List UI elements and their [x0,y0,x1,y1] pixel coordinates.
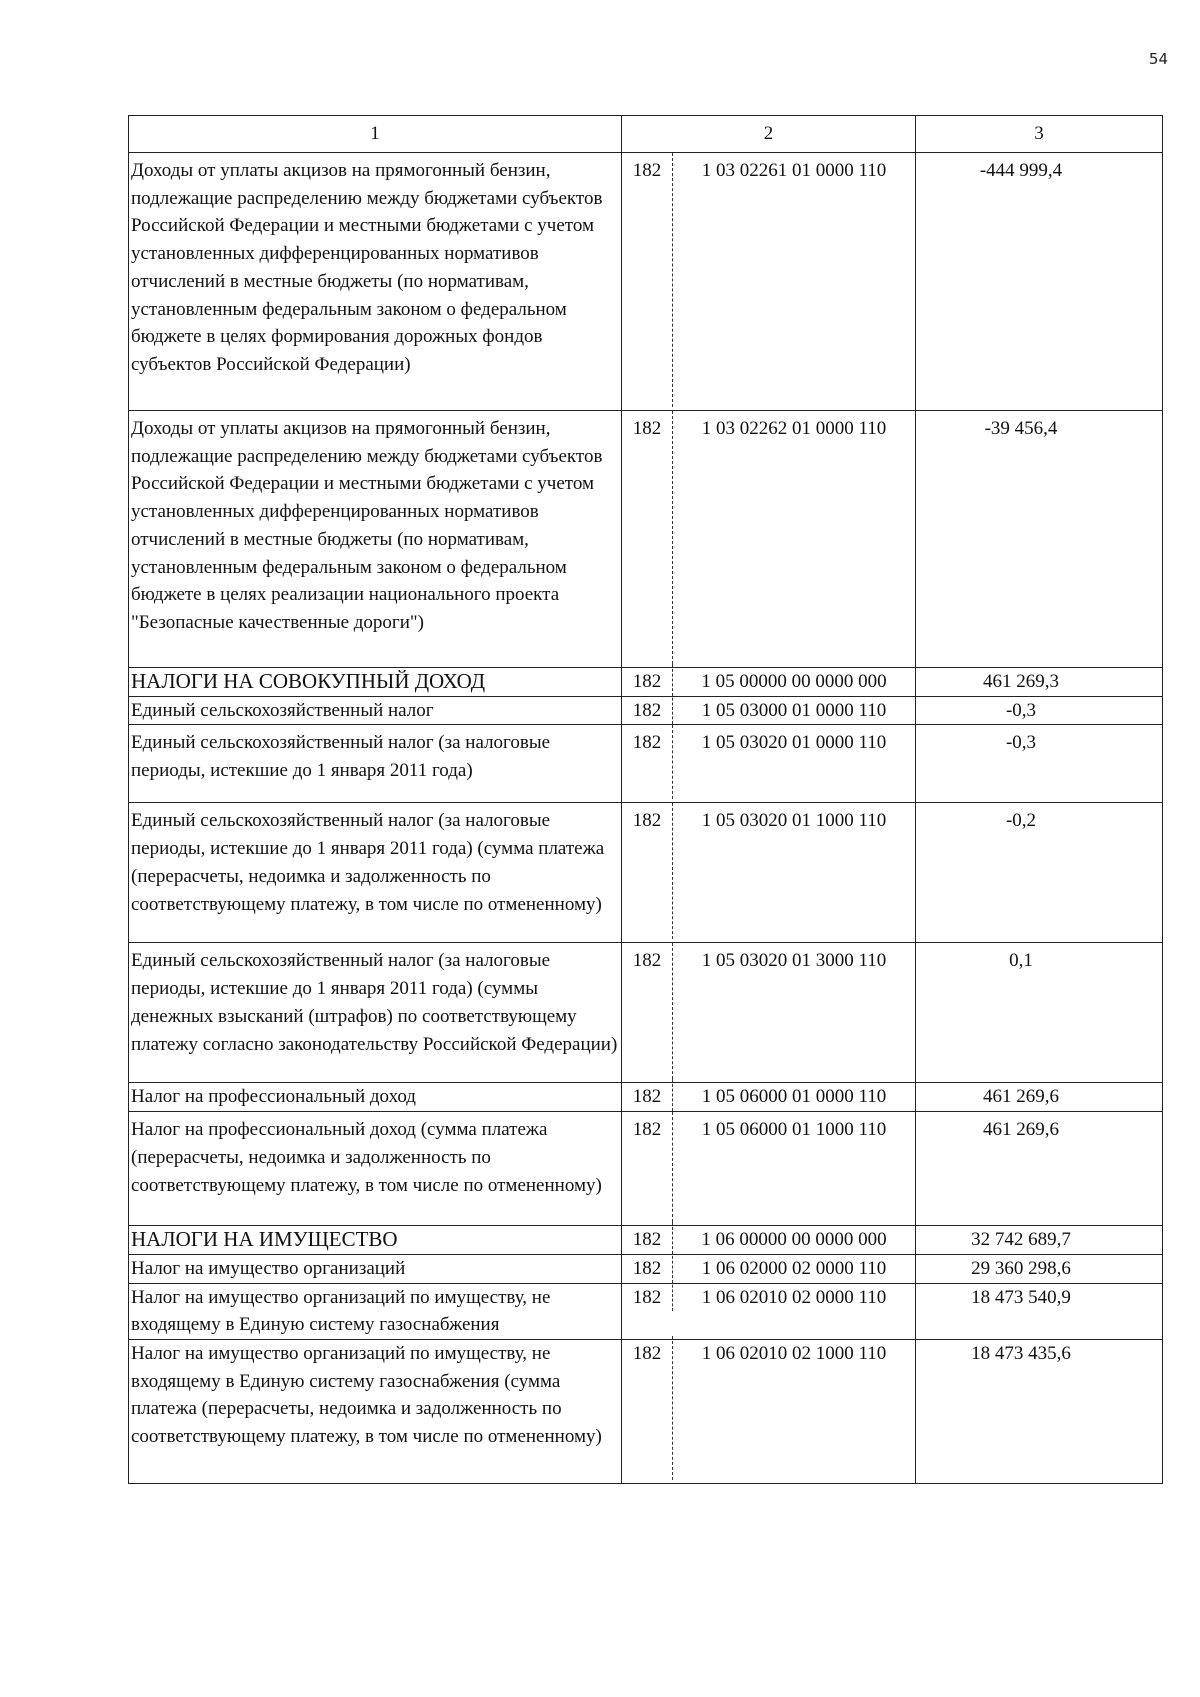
row-description: Единый сельскохозяйственный налог (за налоговые периоды, истекшие до 1 января 2011 года) (сумма платежа (перерасчеты, недоимка и задолженность по соответствующему платежу, в том числе по отмененному) [129,803,622,943]
column-header-3: 3 [916,116,1163,153]
row-description: Единый сельскохозяйственный налог (за налоговые периоды, истекшие до 1 января 2011 года) (суммы денежных взысканий (штрафов) по соответствующему платежу согласно законодательству Российской Федерации) [129,943,622,1083]
table-row [129,943,1163,1083]
amount: -0,2 [916,803,1163,943]
amount: 32 742 689,7 [916,1226,1163,1255]
row-description: Единый сельскохозяйственный налог [129,696,622,725]
budget-classification-code: 1 05 03020 01 3000 110 [672,943,915,1079]
table-row [129,1339,1163,1483]
budget-classification-code: 1 05 06000 01 0000 110 [672,1079,915,1111]
table-row [129,803,1163,943]
budget-classification-code: 1 05 03020 01 1000 110 [672,803,915,939]
budget-classification-code: 1 05 06000 01 1000 110 [672,1112,915,1222]
amount: 0,1 [916,943,1163,1083]
amount: 461 269,6 [916,1112,1163,1226]
page-number: 54 [1148,50,1168,68]
row-description: Единый сельскохозяйственный налог (за налоговые периоды, истекшие до 1 января 2011 года) [129,725,622,803]
budget-classification-code: 1 03 02262 01 0000 110 [672,411,915,664]
amount: -39 456,4 [916,411,1163,668]
amount: 18 473 540,9 [916,1283,1163,1339]
column-header-2: 2 [622,116,916,153]
row-description: Налог на профессиональный доход (сумма платежа (перерасчеты, недоимка и задолженность по соответствующему платежу, в том числе по отмененному) [129,1112,622,1226]
admin-code: 182 [632,418,662,439]
table-row [129,411,1163,668]
budget-classification-code: 1 06 02000 02 0000 110 [672,1251,915,1283]
budget-classification-code: 1 06 02010 02 0000 110 [672,1280,915,1312]
amount: 18 473 435,6 [916,1339,1163,1483]
column-header-1: 1 [129,116,622,153]
admin-code: 182 [632,1342,662,1364]
row-description: Доходы от уплаты акцизов на прямогонный бензин, подлежащие распределению между бюджетами субъектов Российской Федерации и местными бюджетами с учетом установленных дифференцированных нормативов отчислений в местные бюджеты (по нормативам, установленным федеральным законом о федеральном бюджете в целях формирования дорожных фондов субъектов Российской Федерации) [129,153,622,411]
table-row [129,696,1163,725]
budget-classification-code: 1 06 02010 02 1000 110 [672,1336,915,1480]
budget-classification-code: 1 05 03000 01 0000 110 [672,693,915,725]
admin-code: 182 [632,1229,662,1251]
admin-code: 182 [632,160,662,181]
amount: -444 999,4 [916,153,1163,411]
admin-code: 182 [632,1086,662,1108]
amount: 461 269,6 [916,1083,1163,1112]
row-description: Налог на имущество организаций по имуществу, не входящему в Единую систему газоснабжения [129,1283,622,1339]
table-row [129,1283,1163,1339]
amount: 29 360 298,6 [916,1254,1163,1283]
admin-code: 182 [632,810,662,832]
admin-code: 182 [632,1286,662,1308]
table-row [129,1083,1163,1112]
budget-revenue-table [128,115,1163,1484]
amount: -0,3 [916,696,1163,725]
amount: -0,3 [916,725,1163,803]
table-row [129,1226,1163,1255]
row-description: Налог на имущество организаций по имуществу, не входящему в Единую систему газоснабжения (сумма платежа (перерасчеты, недоимка и задолженность по соответствующему платежу, в том числе по отмененному) [129,1339,622,1483]
admin-code: 182 [632,1119,662,1141]
table-row [129,153,1163,411]
admin-code: 182 [632,699,662,721]
budget-classification-code: 1 05 00000 00 0000 000 [672,664,915,696]
admin-code: 182 [632,732,662,754]
table-row [129,1254,1163,1283]
amount: 461 269,3 [916,668,1163,697]
budget-classification-code: 1 05 03020 01 0000 110 [672,725,915,799]
table-header-row [129,116,1163,153]
budget-classification-code: 1 06 00000 00 0000 000 [672,1222,915,1254]
row-description: Налог на имущество организаций [129,1254,622,1283]
row-description: Налог на профессиональный доход [129,1083,622,1112]
row-description: Доходы от уплаты акцизов на прямогонный бензин, подлежащие распределению между бюджетами субъектов Российской Федерации и местными бюджетами с учетом установленных дифференцированных нормативов отчислений в местные бюджеты (по нормативам, установленным федеральным законом о федеральном бюджете в целях реализации национального проекта "Безопасные качественные дороги") [129,411,622,668]
admin-code: 182 [632,1257,662,1279]
budget-classification-code: 1 03 02261 01 0000 110 [672,153,915,407]
table-row [129,1112,1163,1226]
row-description: НАЛОГИ НА СОВОКУПНЫЙ ДОХОД [129,668,622,697]
admin-code: 182 [632,950,662,972]
table-row [129,725,1163,803]
admin-code: 182 [632,671,662,692]
table-row [129,668,1163,697]
row-description: НАЛОГИ НА ИМУЩЕСТВО [129,1226,622,1255]
